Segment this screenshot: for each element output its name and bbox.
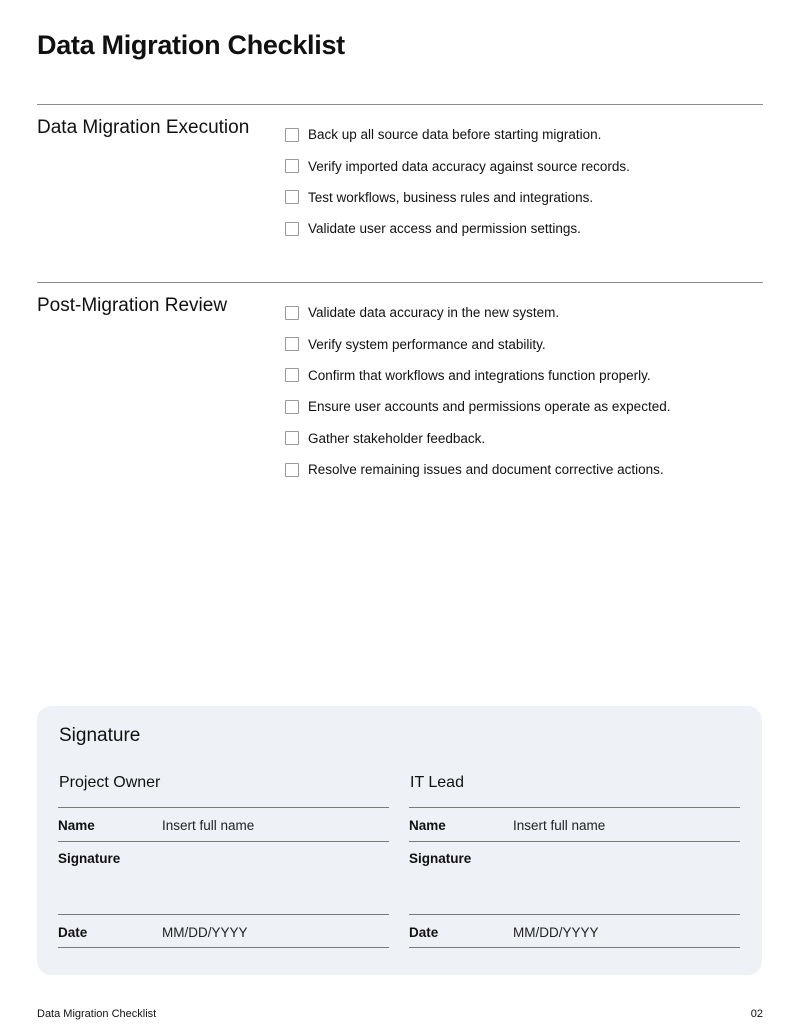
checklist-item	[285, 454, 763, 485]
checklist-item-label: Back up all source data before starting migration.	[308, 127, 602, 143]
checkbox[interactable]	[285, 368, 299, 382]
checklist-item	[285, 182, 763, 213]
date-field[interactable]: MM/DD/YYYY	[162, 925, 248, 940]
checkbox[interactable]	[285, 431, 299, 445]
section-post-migration-review	[37, 282, 763, 502]
checkbox[interactable]	[285, 190, 299, 204]
section-title: Post-Migration Review	[37, 295, 228, 316]
date-label: Date	[58, 925, 88, 940]
checklist-item	[285, 423, 763, 454]
date-label: Date	[409, 925, 439, 940]
checklist-item-label: Validate data accuracy in the new system.	[308, 305, 560, 321]
checkbox[interactable]	[285, 400, 299, 414]
signature-label: Signature	[58, 851, 121, 866]
name-row	[409, 807, 740, 841]
signature-field[interactable]	[162, 851, 389, 914]
checklist	[285, 297, 763, 485]
checklist	[285, 119, 763, 245]
name-label: Name	[58, 818, 95, 833]
checklist-item	[285, 328, 763, 359]
checkbox[interactable]	[285, 306, 299, 320]
signature-panel	[37, 706, 762, 975]
checklist-item-label: Verify system performance and stability.	[308, 336, 546, 352]
checklist-item-label: Validate user access and permission settings.	[308, 221, 581, 237]
page-title: Data Migration Checklist	[37, 30, 345, 60]
date-row	[409, 914, 740, 948]
checklist-item	[285, 360, 763, 391]
name-row	[58, 807, 389, 841]
checkbox[interactable]	[285, 159, 299, 173]
checklist-item-label: Resolve remaining issues and document corrective actions.	[308, 462, 664, 478]
page-number: 02	[750, 1008, 763, 1020]
name-field[interactable]: Insert full name	[513, 818, 606, 833]
checkbox[interactable]	[285, 463, 299, 477]
footer-document-title: Data Migration Checklist	[37, 1008, 157, 1020]
checklist-item-label: Gather stakeholder feedback.	[308, 430, 486, 446]
checklist-item-label: Test workflows, business rules and integrations.	[308, 189, 594, 205]
checklist-item-label: Confirm that workflows and integrations function properly.	[308, 367, 651, 383]
checkbox[interactable]	[285, 128, 299, 142]
name-field[interactable]: Insert full name	[162, 818, 255, 833]
checklist-item	[285, 391, 763, 422]
signature-role: IT Lead	[410, 774, 464, 791]
signature-block-it-lead	[409, 774, 740, 948]
name-label: Name	[409, 818, 446, 833]
signature-field[interactable]	[513, 851, 740, 914]
checklist-item	[285, 297, 763, 328]
date-field[interactable]: MM/DD/YYYY	[513, 925, 599, 940]
signature-block-project-owner	[58, 774, 389, 948]
checklist-item	[285, 119, 763, 150]
checklist-item	[285, 150, 763, 181]
signature-row	[409, 841, 740, 914]
signature-row	[58, 841, 389, 914]
checklist-item	[285, 213, 763, 244]
checkbox[interactable]	[285, 337, 299, 351]
section-data-migration-execution	[37, 104, 763, 282]
signature-panel-title: Signature	[59, 725, 141, 746]
checklist-item-label: Ensure user accounts and permissions operate as expected.	[308, 399, 671, 415]
section-title: Data Migration Execution	[37, 117, 250, 138]
date-row	[58, 914, 389, 948]
checkbox[interactable]	[285, 222, 299, 236]
signature-role: Project Owner	[59, 774, 161, 791]
checklist-item-label: Verify imported data accuracy against source records.	[308, 158, 630, 174]
signature-label: Signature	[409, 851, 472, 866]
